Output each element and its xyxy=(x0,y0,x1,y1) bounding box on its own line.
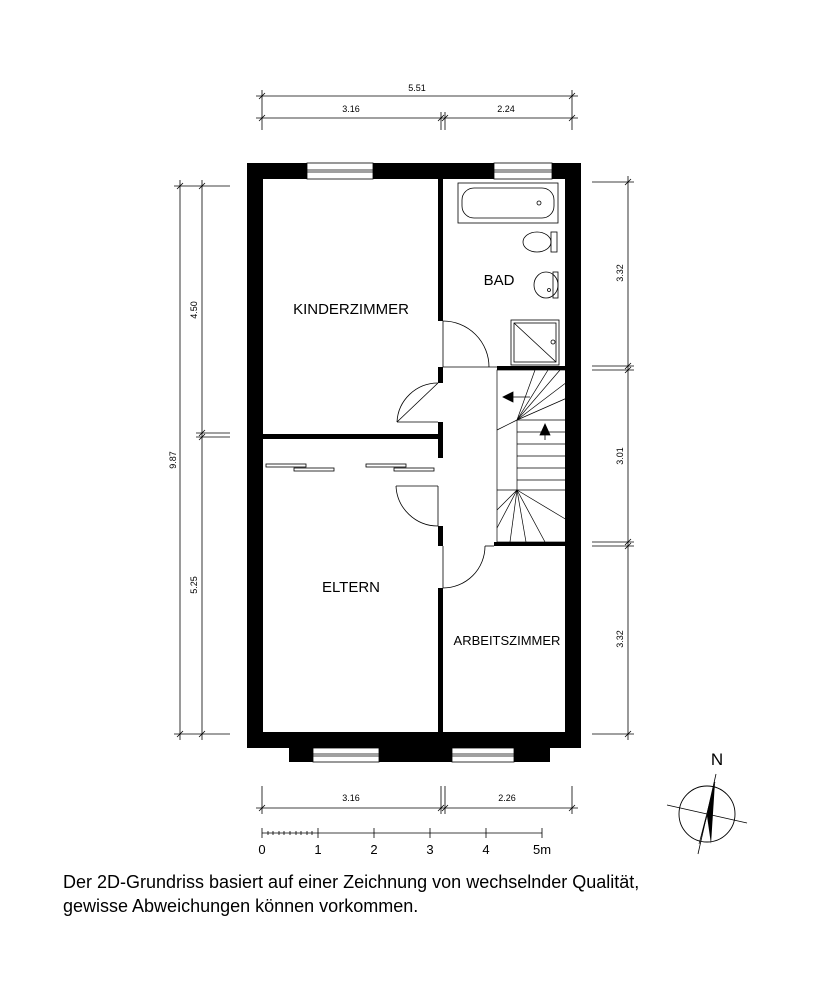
exterior-walls xyxy=(247,163,581,762)
scale-label-4: 4 xyxy=(482,842,490,857)
dim-left-lower: 5.25 xyxy=(189,576,199,594)
toilet xyxy=(523,232,557,252)
windows xyxy=(307,163,552,762)
scale-label-5m: 5m xyxy=(532,842,552,857)
scale-label-2: 2 xyxy=(370,842,378,857)
disclaimer-line-2: gewisse Abweichungen können vorkommen. xyxy=(63,896,419,916)
dim-right-middle: 3.01 xyxy=(615,447,625,465)
scale-bar xyxy=(262,828,542,838)
disclaimer xyxy=(63,870,803,918)
dim-right-upper: 3.32 xyxy=(615,264,625,282)
dimension-left xyxy=(174,180,230,740)
dim-top-right: 2.24 xyxy=(497,104,515,114)
dim-left-total: 9.87 xyxy=(168,451,178,469)
room-label-arbeitszimmer: ARBEITSZIMMER xyxy=(453,633,561,648)
disclaimer-line-1: Der 2D-Grundriss basiert auf einer Zeichnung von wechselnder Qualität, xyxy=(63,872,640,892)
dimension-right xyxy=(592,176,634,740)
dim-bottom-left: 3.16 xyxy=(342,793,360,803)
dim-top-total: 5.51 xyxy=(408,83,426,93)
bathtub xyxy=(458,183,558,223)
dimension-bottom xyxy=(256,786,578,814)
compass-north-label: N xyxy=(710,750,724,769)
room-label-kinderzimmer: KINDERZIMMER xyxy=(293,301,409,318)
dim-top-left: 3.16 xyxy=(342,104,360,114)
scale-label-0: 0 xyxy=(258,842,266,857)
scale-bar-labels xyxy=(258,842,551,857)
dim-bottom-right: 2.26 xyxy=(498,793,516,803)
sink xyxy=(534,272,558,298)
doors xyxy=(396,321,497,588)
scale-label-3: 3 xyxy=(426,842,434,857)
dim-right-lower: 3.32 xyxy=(615,630,625,648)
room-label-bad: BAD xyxy=(483,272,515,289)
interior-walls xyxy=(263,179,565,748)
dim-left-upper: 4.50 xyxy=(189,301,199,319)
compass-icon xyxy=(667,774,747,854)
room-label-eltern: ELTERN xyxy=(321,579,381,596)
scale-label-1: 1 xyxy=(314,842,322,857)
dimension-top xyxy=(256,90,578,130)
wardrobe xyxy=(266,464,434,471)
shower xyxy=(511,320,559,365)
